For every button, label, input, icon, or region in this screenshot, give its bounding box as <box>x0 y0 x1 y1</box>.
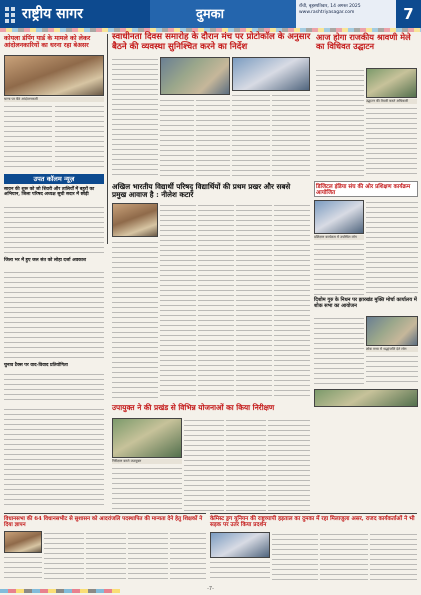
paper-name: राष्ट्रीय सागर <box>22 6 83 22</box>
main-photo-1 <box>160 57 230 95</box>
akhil-col-4 <box>236 203 272 400</box>
bottom-left-col-1 <box>4 555 42 581</box>
left-top-col-2 <box>55 104 104 170</box>
left-top-col-1 <box>4 104 52 170</box>
right-mid-col-1 <box>314 316 364 386</box>
news-brief-headline: चुनाव टैक्स पर वाद-विवाद प्रतियोगिता <box>4 363 68 368</box>
training-photo <box>314 200 364 234</box>
date-line: राँची, बृहस्पतिवार, 14 अगस्त 2025 <box>299 4 361 9</box>
section-label: उपत कॉलम न्यूज़ <box>4 174 104 184</box>
left-small-headline: जिला भर में हुए जल संत को लोहा दर्जा अवकाश <box>4 258 86 263</box>
upayukt-photo <box>112 418 182 458</box>
akhil-col-2 <box>160 203 196 400</box>
caption-4: निरीक्षण करते उपायुक्त <box>112 459 182 464</box>
bottom-left-headline: विधानसभा की 64 विधानसभीट से सुशासन को आदरांजलि पदस्थापित की मान्यता देने हेतु शिक्षकों ने दिया ज्ञापन <box>4 516 203 529</box>
bottom-left-photo <box>4 531 42 553</box>
left-top-photo <box>4 55 104 96</box>
main-col-4 <box>232 93 270 178</box>
main-col-2 <box>160 98 194 178</box>
bottom-left-col-5 <box>170 531 206 581</box>
masthead-info <box>296 0 396 28</box>
city-name: दुमका <box>196 7 225 22</box>
left-mid-body <box>4 205 104 255</box>
caption-2: उद्घाटन की तैयारी करते अधिकारी <box>366 99 417 104</box>
training-headline: डिजिटल इंडिया संघ की ओर प्रशिक्षण कार्यक्रम आयोजित <box>316 184 411 197</box>
right-mid-photo-2 <box>314 389 418 407</box>
page-number: 7 <box>396 0 421 28</box>
akhil-col-3 <box>198 203 234 400</box>
training-col-2 <box>366 200 418 295</box>
right-mid-headline: दिशोम गुरु के निधन पर झारखंड मुक्ति मोर्चा कार्यालय में शोक सभा का आयोजन <box>314 297 417 309</box>
akhil-headline: अखिल भारतीय विद्यार्थी परिषद् विद्यार्थियों की प्रथम प्रखर और सबसे प्रमुख आवाज है : नीलेश कटारे <box>112 182 291 200</box>
right-top-photo <box>366 68 417 98</box>
akhil-col-1 <box>112 240 158 400</box>
bottom-right-photo <box>210 532 270 558</box>
right-top-col-2 <box>366 106 417 176</box>
bottom-left-col-4 <box>128 531 168 581</box>
left-mid-headline: सावन की शुरू को जो शिवरी और तालियोँ में बहुरों का अभियान, जिला परिषद अध्यक्ष सूची सदार में छोड़ी <box>4 187 95 198</box>
upayukt-col-3 <box>268 418 310 513</box>
bottom-rule-right <box>210 513 417 514</box>
page-footer: -7- <box>207 586 214 592</box>
main-photo-2 <box>232 57 310 91</box>
akhil-col-5 <box>274 203 310 400</box>
bottom-right-headline: केमिस्ट ड्रग यूनियन की राष्ट्रव्यापी हड़ताल का दुमका में रहा मिलाजुला असर, राजद कार्यकर्ताओं ने भी सड़क पर उतर किया प्रदर्शन <box>210 516 415 529</box>
masthead <box>0 0 421 28</box>
logo-icon <box>4 6 16 22</box>
main-col-3 <box>196 98 230 178</box>
caption-3: प्रशिक्षण कार्यक्रम में उपस्थित लोग <box>314 235 364 240</box>
main-col-5 <box>272 93 310 178</box>
left-lower-body <box>4 407 104 507</box>
bottom-right-col-1 <box>210 560 270 581</box>
web-address: www.rashtriyasagar.com <box>299 10 355 15</box>
main-headline: स्वाधीनता दिवस समारोह के दौरान मंच पर प्रोटोकॉल के अनुसार बैठने की व्यवस्था सुनिश्चित करने का निर्देश <box>112 32 311 52</box>
right-top-col-1 <box>316 68 364 176</box>
caption-1: धरना पर बैठे आंदोलनकारी <box>4 97 104 102</box>
bottom-left-col-2 <box>44 531 84 581</box>
upayukt-headline: उपायुक्त ने की प्रखंड से विभिन्न योजनाओं का किया निरीक्षण <box>112 403 275 412</box>
main-col-1 <box>112 57 158 177</box>
upayukt-col-4 <box>112 466 182 513</box>
bottom-left-col-3 <box>86 531 126 581</box>
akhil-photo <box>112 203 158 237</box>
right-mid-photo <box>366 316 418 346</box>
caption-5: शोक सभा में श्रद्धांजलि देते लोग <box>366 347 418 352</box>
news-brief-body <box>4 372 104 404</box>
left-small-body <box>4 270 104 360</box>
paper-name-block <box>0 0 150 28</box>
bottom-right-col-3 <box>320 532 368 581</box>
column-rule <box>107 34 108 244</box>
upayukt-col-2 <box>226 418 266 513</box>
left-top-headline: कोयला डंपिंग यार्ड के मामले को लेकर आंदोलनकारियों का धरना रहा बेअसर <box>4 35 91 50</box>
training-col-1 <box>314 242 364 295</box>
bottom-right-col-4 <box>370 532 417 581</box>
upayukt-col-1 <box>184 418 224 513</box>
right-top-headline: आज होगा राजकीय श्रावणी मेले का विधिवत उद्घाटन <box>316 32 411 52</box>
bottom-rule-left <box>4 513 206 514</box>
right-mid-col-2 <box>366 354 418 386</box>
bottom-right-col-2 <box>272 532 318 581</box>
